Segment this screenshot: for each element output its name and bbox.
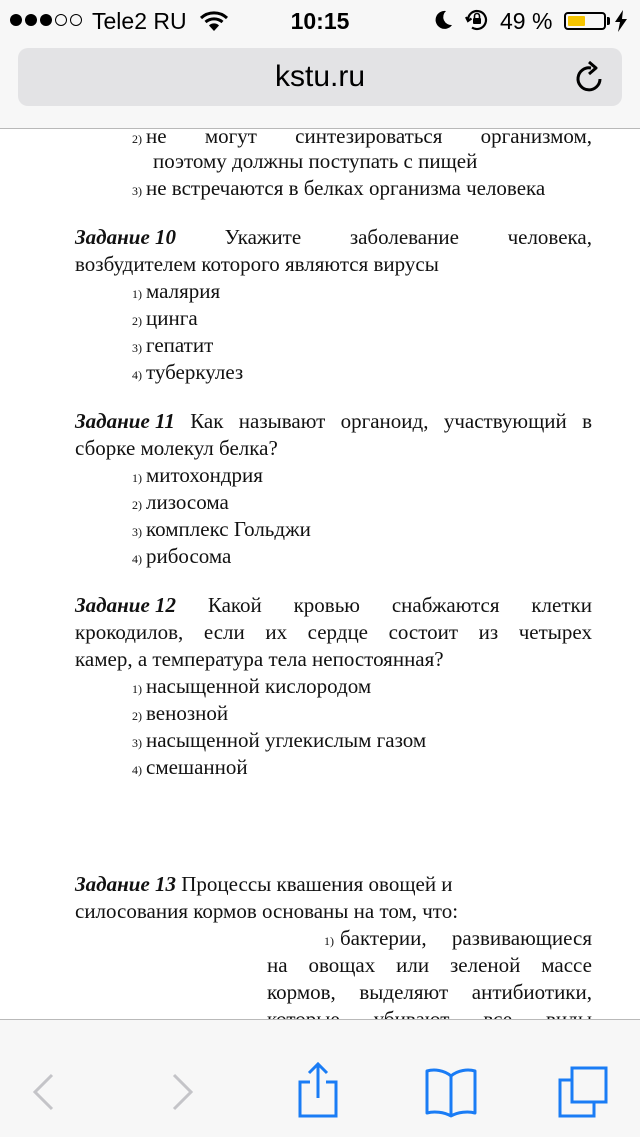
- option-line: [132, 727, 426, 757]
- option-line: [132, 516, 311, 546]
- option-line: [132, 175, 545, 205]
- task-question: камер, а температура тела непостоянная?: [75, 647, 444, 671]
- option-line: [132, 489, 229, 519]
- browser-navigation-bar: [0, 40, 640, 129]
- word: состоит: [388, 620, 459, 644]
- word: могут: [204, 124, 257, 148]
- option-line: [132, 462, 263, 492]
- word: синтезироваться: [295, 124, 443, 148]
- option-number: 4): [132, 552, 142, 566]
- option-number: 2): [132, 132, 142, 146]
- task-question: возбудителем которого являются вирусы: [75, 252, 439, 276]
- wifi-icon: [200, 10, 228, 32]
- word: зеленой: [449, 953, 521, 977]
- battery-tip: [607, 17, 610, 25]
- moon-icon: [432, 9, 454, 31]
- word: из: [478, 620, 499, 644]
- signal-strength-icon: [10, 14, 82, 26]
- option-line: [324, 925, 338, 955]
- task-label: Задание 10: [75, 225, 177, 249]
- option-number: 1): [132, 682, 142, 696]
- word: Укажите: [224, 225, 302, 249]
- option-number: 4): [132, 763, 142, 777]
- option-text: митохондрия: [146, 463, 263, 487]
- word: снабжаются: [391, 593, 500, 617]
- option-text: рибосома: [146, 544, 232, 568]
- word: крокодилов,: [75, 620, 184, 644]
- word: называют: [238, 409, 326, 433]
- battery-icon: [564, 12, 606, 30]
- option-text: гепатит: [146, 333, 214, 357]
- option-line: [132, 305, 198, 335]
- word: бактерии,: [340, 926, 427, 950]
- charging-bolt-icon: [614, 10, 628, 32]
- word: или: [396, 953, 430, 977]
- task-label: Задание 11: [75, 409, 175, 433]
- word: не: [146, 124, 167, 148]
- task-10-heading: [75, 224, 592, 251]
- document-content: [0, 124, 640, 1019]
- clock: 10:15: [290, 8, 350, 34]
- option-text: цинга: [146, 306, 198, 330]
- option-text: смешанной: [146, 755, 248, 779]
- option-number: 3): [132, 736, 142, 750]
- word: органоид,: [340, 409, 429, 433]
- task-label: Задание 13: [75, 872, 177, 896]
- option-line: [132, 332, 213, 362]
- word: овощах: [308, 953, 376, 977]
- option-number: 2): [132, 498, 142, 512]
- word: заболевание: [349, 225, 459, 249]
- option-text: поэтому должны поступать с пищей: [153, 149, 478, 173]
- option-number: 1): [324, 934, 334, 948]
- word: четырех: [518, 620, 592, 644]
- option-line: [132, 754, 248, 784]
- word: на: [267, 953, 288, 977]
- word: сердце: [307, 620, 369, 644]
- option-line: [132, 543, 231, 573]
- option-text: венозной: [146, 701, 229, 725]
- word: клетки: [531, 593, 592, 617]
- forward-icon[interactable]: [170, 1072, 196, 1112]
- option-text: [267, 979, 592, 1006]
- word: массе: [541, 953, 592, 977]
- task-12-heading: [75, 592, 592, 619]
- option-number: 3): [132, 525, 142, 539]
- word: кормов,: [267, 980, 336, 1004]
- task-question: [75, 619, 592, 646]
- option-text: [267, 952, 592, 979]
- address-bar[interactable]: [18, 48, 622, 106]
- word: если: [203, 620, 245, 644]
- word: развивающиеся: [451, 926, 592, 950]
- option-text: [340, 925, 592, 952]
- option-text: лизосома: [146, 490, 229, 514]
- option-number: 4): [132, 368, 142, 382]
- option-number: 1): [132, 287, 142, 301]
- word: организмом,: [480, 124, 592, 148]
- option-line: [132, 278, 220, 308]
- word: участвующий: [443, 409, 567, 433]
- option-text: туберкулез: [146, 360, 244, 384]
- option-line: [132, 359, 243, 389]
- option-number: 3): [132, 341, 142, 355]
- word: в: [582, 409, 592, 433]
- option-text: комплекс Гольджи: [146, 517, 311, 541]
- carrier-name: Tele2 RU: [92, 8, 187, 34]
- option-number: 3): [132, 184, 142, 198]
- word: Как: [190, 409, 224, 433]
- word: их: [265, 620, 288, 644]
- reload-icon[interactable]: [575, 61, 605, 93]
- task-11-heading: [75, 408, 592, 435]
- word: Какой: [207, 593, 262, 617]
- status-bar: [0, 0, 640, 40]
- option-text: насыщенной кислородом: [146, 674, 372, 698]
- share-icon[interactable]: [296, 1062, 340, 1118]
- url-text[interactable]: kstu.ru: [274, 60, 366, 93]
- bottom-toolbar: [0, 1019, 640, 1137]
- option-line: [132, 700, 228, 730]
- option-text: насыщенной углекислым газом: [146, 728, 427, 752]
- tabs-icon[interactable]: [558, 1066, 608, 1118]
- option-number: 2): [132, 314, 142, 328]
- option-text: малярия: [146, 279, 221, 303]
- task-label: Задание 12: [75, 593, 177, 617]
- bookmarks-icon[interactable]: [424, 1066, 478, 1118]
- option-number: 1): [132, 471, 142, 485]
- word: кровью: [293, 593, 360, 617]
- battery-percentage: 49 %: [500, 8, 553, 34]
- word: выделяют: [359, 980, 449, 1004]
- task-question: сборке молекул белка?: [75, 436, 278, 460]
- word: антибиотики,: [471, 980, 592, 1004]
- option-line: [132, 673, 371, 703]
- back-icon[interactable]: [30, 1072, 56, 1112]
- task-question: Процессы квашения овощей и: [181, 872, 453, 896]
- option-text: не встречаются в белках организма человека: [146, 176, 546, 200]
- task-question: силосования кормов основаны на том, что:: [75, 899, 459, 923]
- word: человека,: [507, 225, 592, 249]
- task-13-heading: [75, 871, 453, 898]
- option-number: 2): [132, 709, 142, 723]
- orientation-lock-icon: [464, 8, 490, 32]
